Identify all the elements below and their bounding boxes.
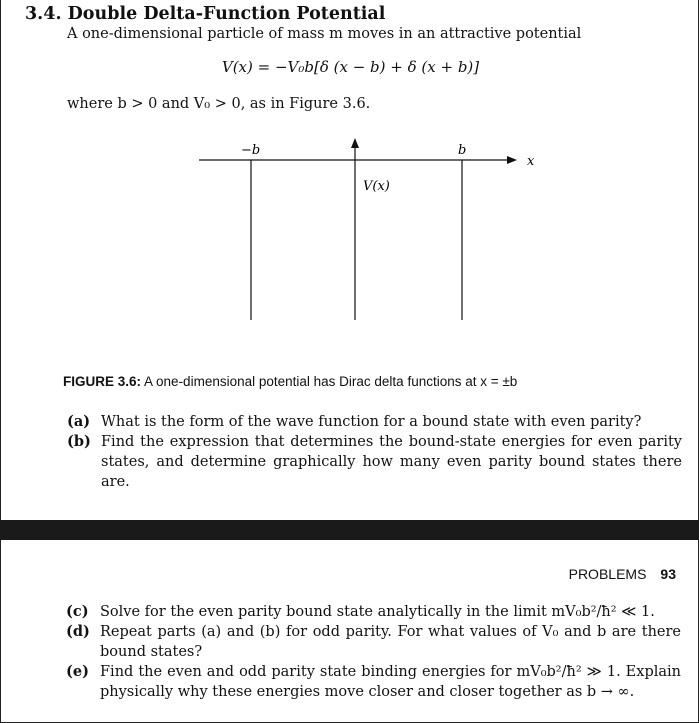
parts-list-page1 xyxy=(67,412,682,492)
figure-caption xyxy=(63,374,517,389)
label-neg-b: −b xyxy=(241,143,261,158)
label-x: x xyxy=(527,154,535,169)
label-vx: V(x) xyxy=(363,179,390,194)
part-b xyxy=(67,432,682,492)
part-c xyxy=(66,602,681,622)
x-axis-arrow xyxy=(507,156,517,164)
v-axis-arrow xyxy=(351,138,359,148)
problem-conditions: where b > 0 and V₀ > 0, as in Figure 3.6. xyxy=(67,96,371,112)
part-e xyxy=(66,662,681,702)
running-head xyxy=(0,566,676,582)
page-divider xyxy=(0,520,699,540)
part-a-text: What is the form of the wave function for a bound state with even parity? xyxy=(101,414,642,430)
running-head-section: PROBLEMS xyxy=(568,566,647,582)
potential-figure xyxy=(191,138,541,328)
part-a-label: (a) xyxy=(67,413,91,430)
problem-intro: A one-dimensional particle of mass m moves in an attractive potential xyxy=(67,26,582,42)
potential-diagram xyxy=(191,138,541,328)
part-b-text: Find the expression that determines the bound-state energies for even parity states, and determine graphically how many even parity bound states there are. xyxy=(101,434,682,490)
problem-title: 3.4. Double Delta-Function Potential xyxy=(25,4,386,24)
part-c-text: Solve for the even parity bound state analytically in the limit mV₀b²/ħ² ≪ 1. xyxy=(100,604,655,620)
part-e-label: (e) xyxy=(66,663,89,680)
part-d-label: (d) xyxy=(66,623,90,640)
part-c-label: (c) xyxy=(66,603,89,620)
part-b-label: (b) xyxy=(67,433,91,450)
parts-list-page2 xyxy=(66,602,681,702)
label-b: b xyxy=(458,143,467,158)
part-e-text: Find the even and odd parity state binding energies for mV₀b²/ħ² ≫ 1. Explain physically why these energies move closer and closer together as b → ∞. xyxy=(100,664,681,700)
caption-text: A one-dimensional potential has Dirac delta functions at x = ±b xyxy=(144,374,518,389)
part-d xyxy=(66,622,681,662)
caption-label: FIGURE 3.6: xyxy=(63,374,142,389)
potential-equation: V(x) = −V₀b[δ (x − b) + δ (x + b)] xyxy=(221,58,480,76)
part-d-text: Repeat parts (a) and (b) for odd parity. For what values of V₀ and b are there bound states? xyxy=(100,624,681,660)
page-number: 93 xyxy=(660,566,676,582)
part-a xyxy=(67,412,682,432)
